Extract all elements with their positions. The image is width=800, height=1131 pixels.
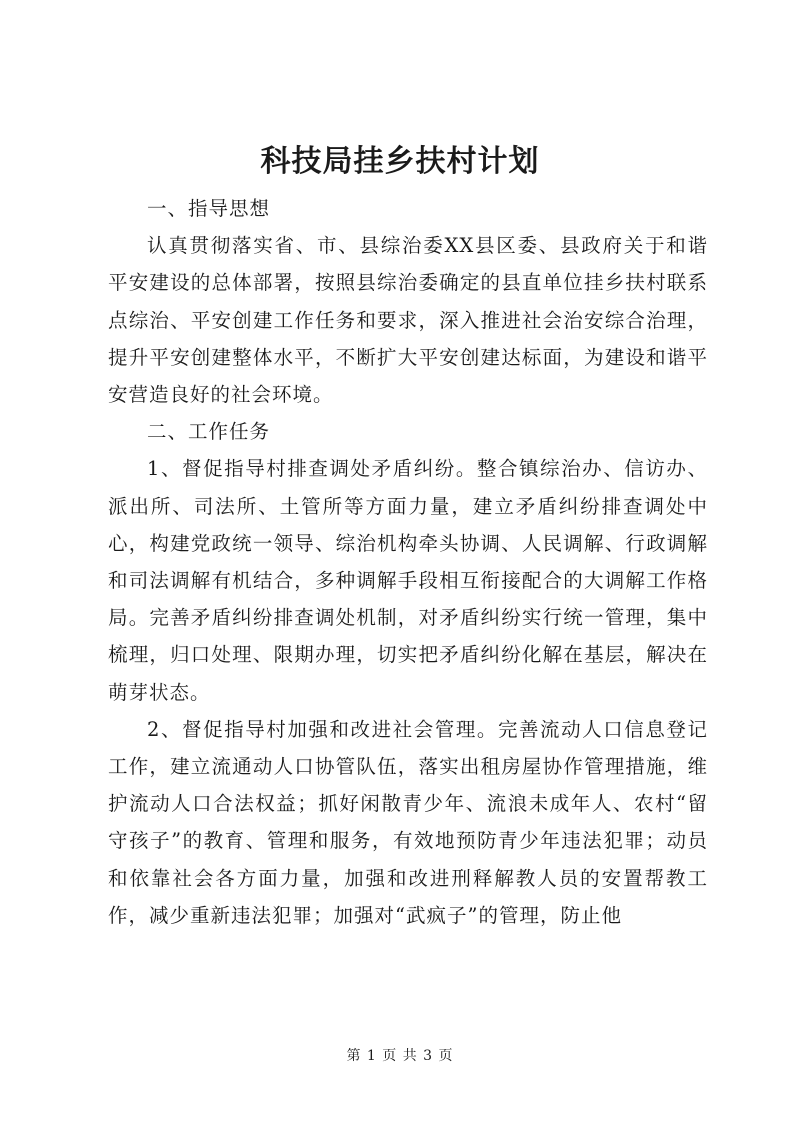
body-paragraph: 2、督促指导村加强和改进社会管理。完善流动人口信息登记工作，建立流通动人口协管队伍，落实出租房屋协作管理措施，维护流动人口合法权益；抓好闲散青少年、流浪未成年人、农村“留守孩子”的教育、管理和服务，有效地预防青少年违法犯罪；动员和依靠社会各方面力量，加强和改进刑释解教人员的安置帮教工作，减少重新违法犯罪；加强对“武疯子”的管理，防止他	[108, 717, 708, 927]
section-heading: 一、指导思想	[147, 197, 271, 220]
document-body	[108, 190, 708, 934]
body-paragraph: 1、督促指导村排查调处矛盾纠纷。整合镇综治办、信访办、派出所、司法所、土管所等方面力量，建立矛盾纠纷排查调处中心，构建党政统一领导、综治机构牵头协调、人民调解、行政调解和司法调解有机结合，多种调解手段相互衔接配合的大调解工作格局。完善矛盾纠纷排查调处机制，对矛盾纠纷实行统一管理，集中梳理，归口处理、限期办理，切实把矛盾纠纷化解在基层，解决在萌芽状态。	[108, 457, 708, 704]
section-heading: 二、工作任务	[147, 420, 271, 444]
document-title: 科技局挂乡扶村计划	[260, 144, 540, 179]
page-footer: 第 1 页 共 3 页	[346, 1048, 454, 1064]
body-paragraph: 认真贯彻落实省、市、县综治委XX县区委、县政府关于和谐平安建设的总体部署，按照县综治委确定的县直单位挂乡扶村联系点综治、平安创建工作任务和要求，深入推进社会治安综合治理，提升平安创建整体水平，不断扩大平安创建达标面，为建设和谐平安营造良好的社会环境。	[108, 234, 708, 407]
